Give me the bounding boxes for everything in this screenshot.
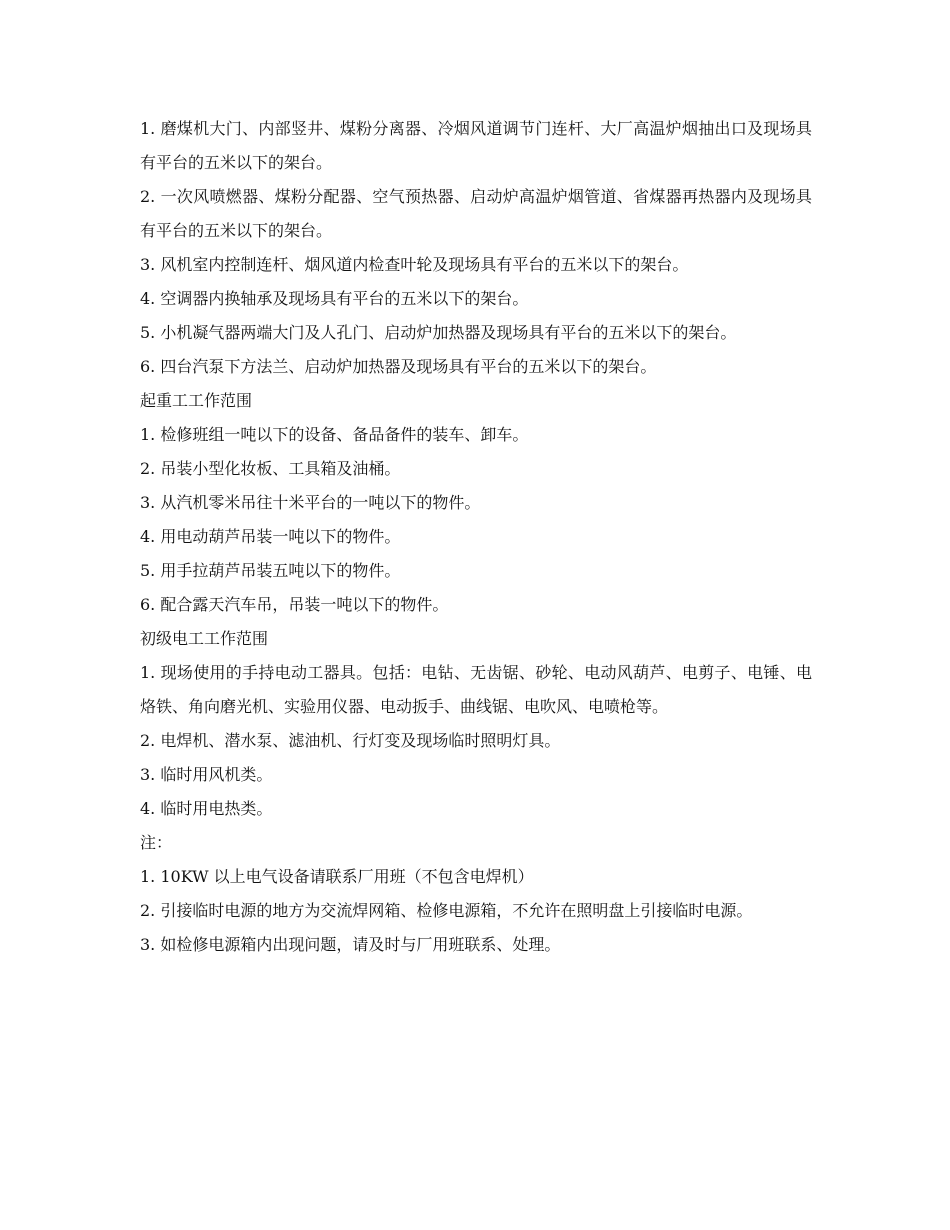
list-item: 1. 磨煤机大门、内部竖井、煤粉分离器、冷烟风道调节门连杆、大厂高温炉烟抽出口及现场具有平台的五米以下的架台。 <box>140 119 812 172</box>
list-item: 6. 配合露天汽车吊，吊装一吨以下的物件。 <box>140 595 449 614</box>
section-heading-notes: 注： <box>140 833 173 852</box>
list-item: 3. 从汽机零米吊往十米平台的一吨以下的物件。 <box>140 493 481 512</box>
list-item: 1. 10KW 以上电气设备请联系厂用班（不包含电焊机） <box>140 867 534 886</box>
list-item: 5. 小机凝气器两端大门及人孔门、启动炉加热器及现场具有平台的五米以下的架台。 <box>140 323 737 342</box>
list-item: 1. 现场使用的手持电动工器具。包括：电钻、无齿锯、砂轮、电动风葫芦、电剪子、电锤、电烙铁、角向磨光机、实验用仪器、电动扳手、曲线锯、电吹风、电喷枪等。 <box>140 663 812 716</box>
list-item: 2. 吊装小型化妆板、工具箱及油桶。 <box>140 459 401 478</box>
list-item: 2. 引接临时电源的地方为交流焊网箱、检修电源箱，不允许在照明盘上引接临时电源。 <box>140 901 753 920</box>
list-item: 4. 用电动葫芦吊装一吨以下的物件。 <box>140 527 401 546</box>
section-heading-electrician: 初级电工工作范围 <box>140 629 269 648</box>
section-heading-lifting: 起重工工作范围 <box>140 391 253 410</box>
list-item: 2. 一次风喷燃器、煤粉分配器、空气预热器、启动炉高温炉烟管道、省煤器再热器内及现场具有平台的五米以下的架台。 <box>140 187 812 240</box>
list-item: 4. 空调器内换轴承及现场具有平台的五米以下的架台。 <box>140 289 529 308</box>
list-item: 3. 风机室内控制连杆、烟风道内检查叶轮及现场具有平台的五米以下的架台。 <box>140 255 689 274</box>
list-item: 5. 用手拉葫芦吊装五吨以下的物件。 <box>140 561 401 580</box>
list-item: 4. 临时用电热类。 <box>140 799 273 818</box>
list-item: 3. 如检修电源箱内出现问题，请及时与厂用班联系、处理。 <box>140 935 561 954</box>
list-item: 3. 临时用风机类。 <box>140 765 273 784</box>
list-item: 2. 电焊机、潜水泵、滤油机、行灯变及现场临时照明灯具。 <box>140 731 561 750</box>
list-item: 6. 四台汽泵下方法兰、启动炉加热器及现场具有平台的五米以下的架台。 <box>140 357 657 376</box>
list-item: 1. 检修班组一吨以下的设备、备品备件的装车、卸车。 <box>140 425 529 444</box>
document-body <box>140 112 812 962</box>
